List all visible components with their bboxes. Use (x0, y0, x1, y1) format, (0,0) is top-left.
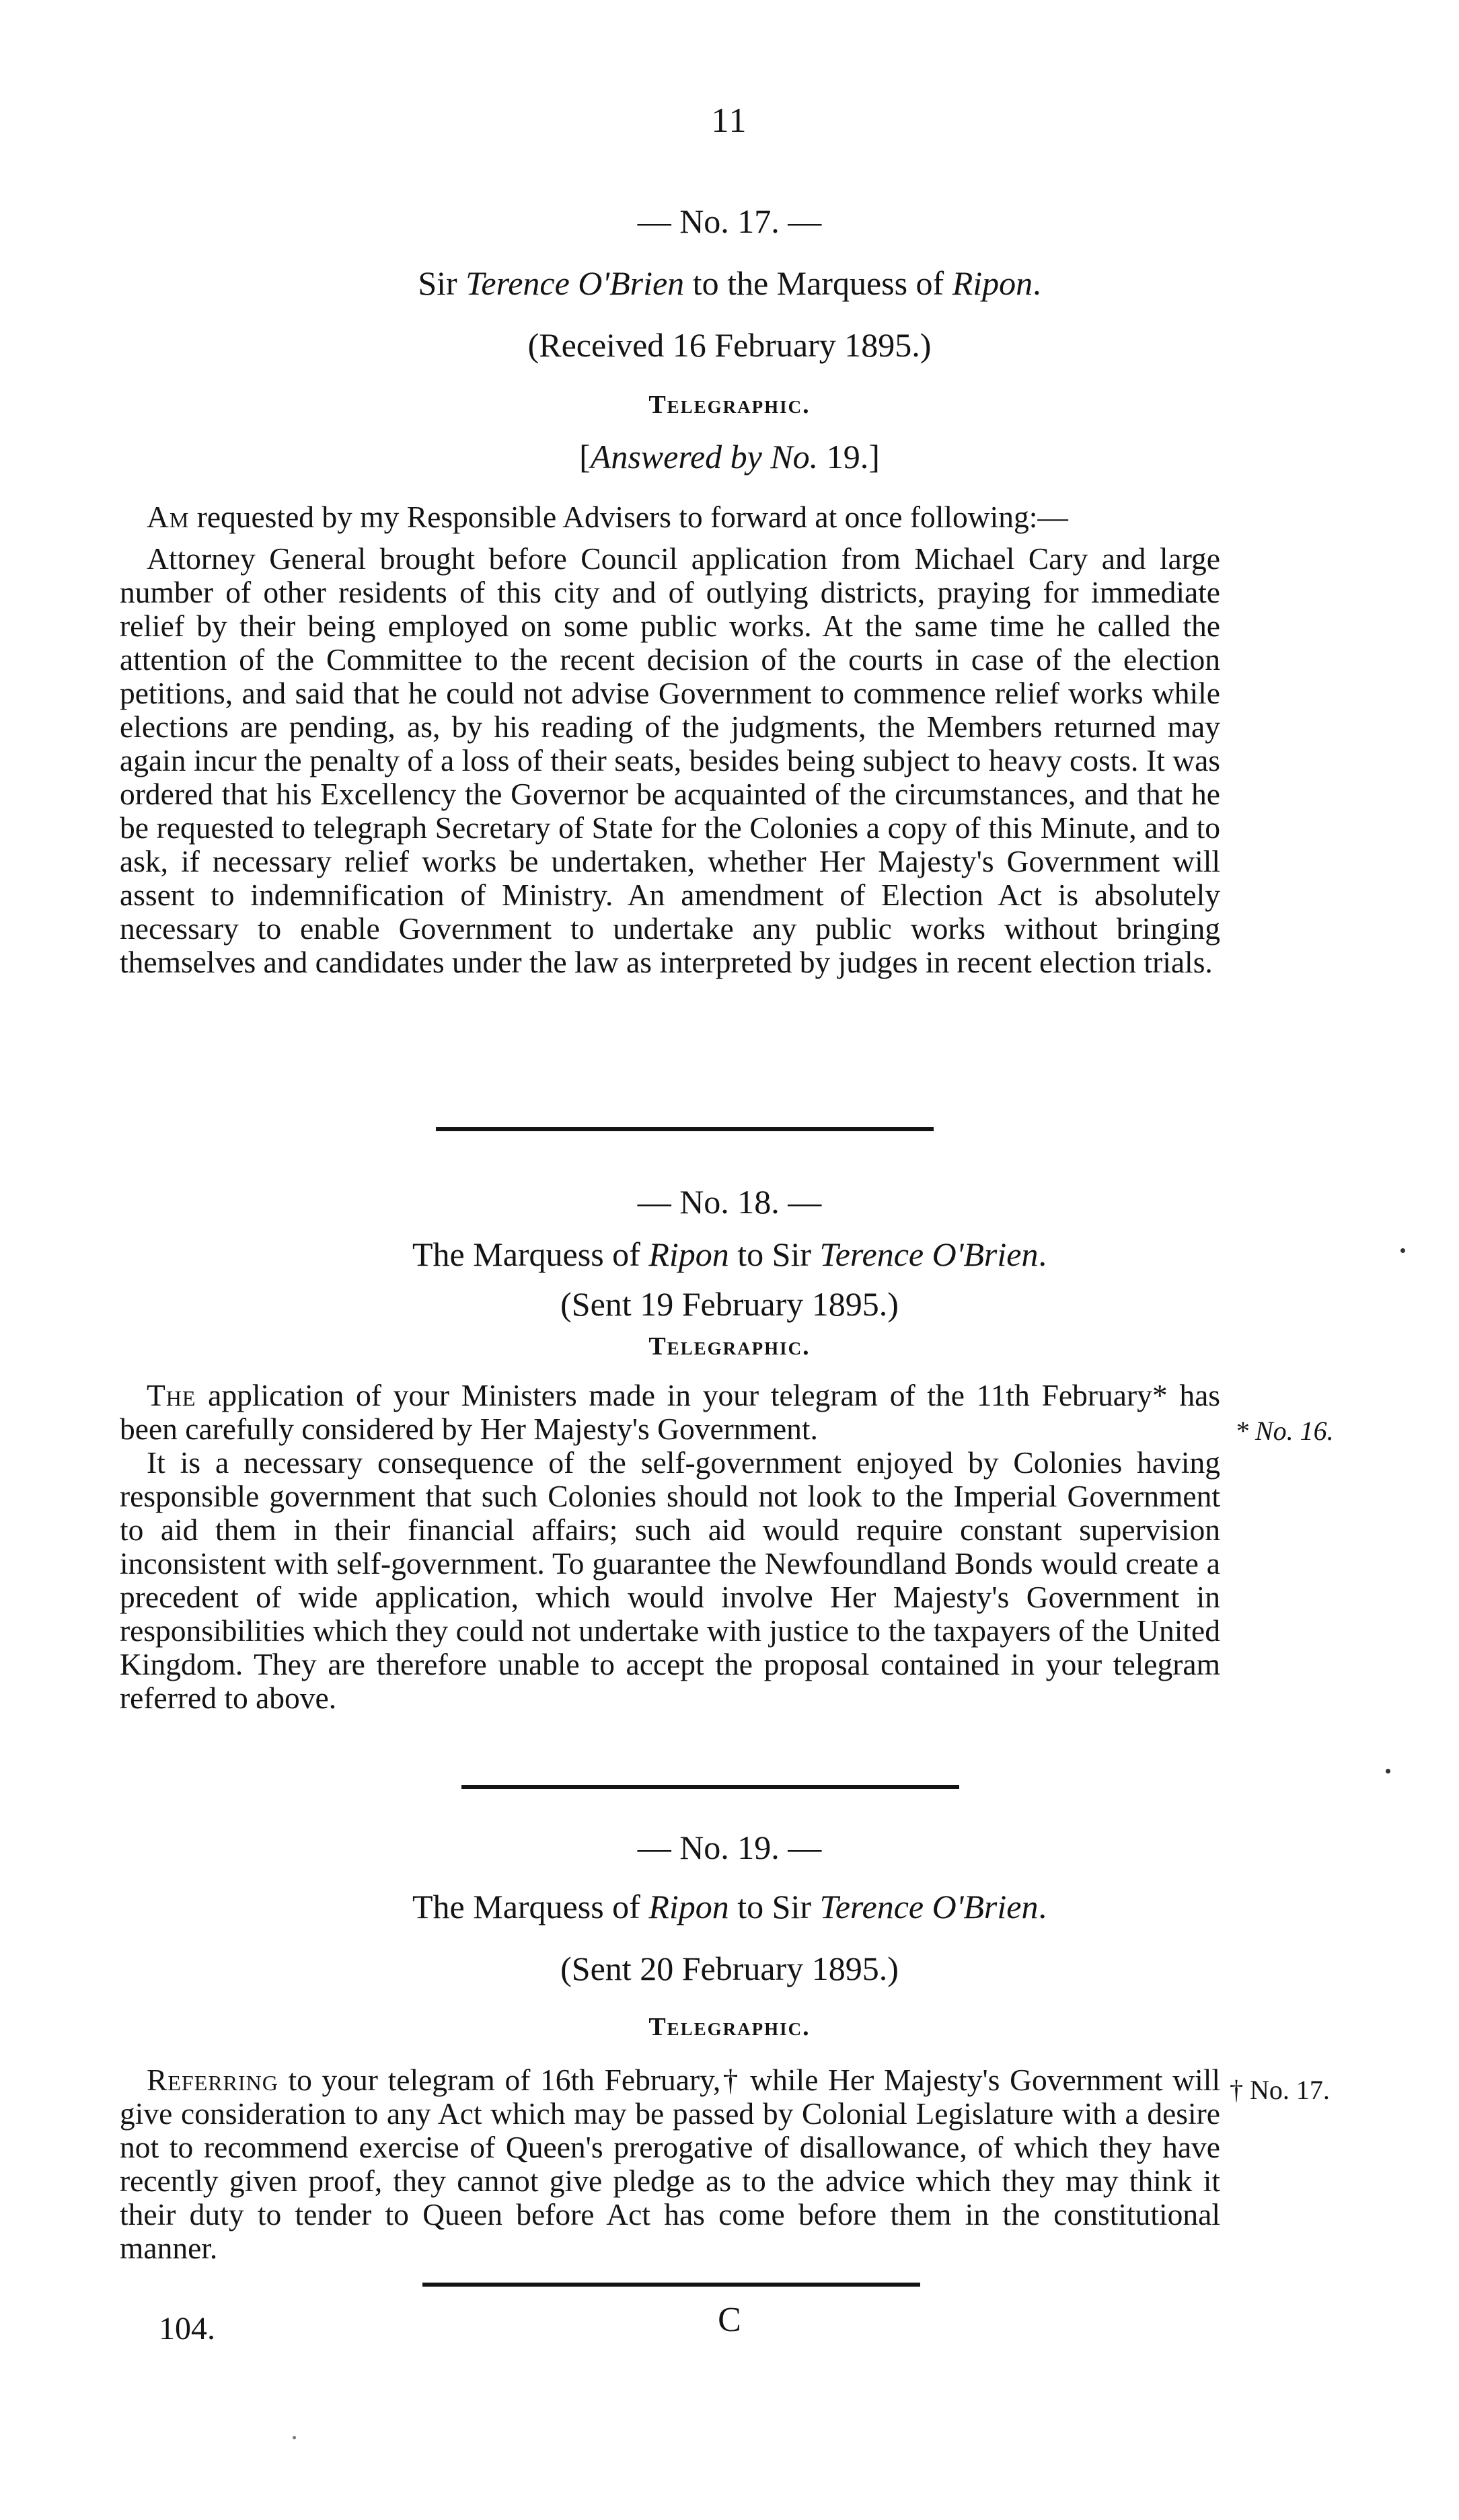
section-label-18: Telegraphic. (648, 1332, 811, 1361)
heading-prefix: The Marquess of (412, 1235, 649, 1273)
heading-suffix: . (1033, 264, 1041, 302)
body-19 (120, 2063, 1220, 2265)
answered-text: Answered by No. (590, 438, 819, 475)
heading-name: Ripon (648, 1235, 729, 1273)
body-17 (120, 500, 1220, 979)
section-divider-1 (436, 1127, 934, 1131)
answered-open: [ (579, 438, 591, 475)
margin-note-19: † No. 17. (1230, 2075, 1330, 2105)
section-date-18: (Sent 19 February 1895.) (560, 1285, 899, 1323)
scan-speck (1400, 1248, 1405, 1253)
paragraph-rest: to your telegram of 16th February,† while Her Majesty's Government will give consideration to any Act which may be passed by Colonial Legislature with a desire not to recommend exercise of Queen's prerogative of disallowance, of which they have recently given proof, they cannot give pledge as to the advice which they may think it their duty to tender to Queen before Act has come before them in the constitutional manner. (120, 2063, 1220, 2265)
heading-middle: to the Marquess of (684, 264, 952, 302)
answered-num: 19. (818, 438, 869, 475)
footer-signature-mark: 104. (159, 2311, 215, 2346)
opening-rest: requested by my Responsible Advisers to forward at once following:— (189, 500, 1068, 534)
section-date-19: (Sent 20 February 1895.) (560, 1950, 899, 1987)
body-18 (120, 1379, 1220, 1715)
paragraph-19-1 (120, 2063, 1220, 2265)
heading-suffix: . (1038, 1888, 1047, 1925)
section-number-18: — No. 18. — (637, 1183, 822, 1221)
opening-lead: Am (147, 500, 190, 534)
section-date-17: (Received 16 February 1895.) (527, 326, 932, 364)
paragraph-18-1 (120, 1379, 1220, 1446)
section-number-19: — No. 19. — (637, 1829, 822, 1866)
page-number: 11 (711, 102, 748, 140)
answered-note-17 (0, 437, 1459, 476)
paragraph-18-2: It is a necessary consequence of the self-government enjoyed by Colonies having responsible government that such Colonies should not look to the Imperial Government to aid them in their financial affairs; such aid would require constant supervision inconsistent with self-government. To guarantee the Newfoundland Bonds would create a precedent of wide application, which would involve Her Majesty's Government in responsibilities which they could not undertake with justice to the taxpayers of the United Kingdom. They are therefore unable to accept the proposal contained in your telegram referred to above. (120, 1445, 1220, 1715)
scan-speck (1386, 1769, 1390, 1773)
telegram-paragraph-17: Attorney General brought before Council application from Michael Cary and large number of other residents of this city and of outlying districts, praying for immediate relief by their being employed on some public works. At the same time he called the attention of the Committee to the recent decision of the courts in case of the election petitions, and said that he could not advise Government to commence relief works while elections are pending, as, by his reading of the judgments, the Members returned may again incur the penalty of a loss of their seats, besides being subject to heavy costs. It was ordered that his Excellency the Governor be acquainted of the circumstances, and that he be requested to telegraph Secretary of State for the Colonies a copy of this Minute, and to ask, if necessary relief works be undertaken, whether Her Majesty's Government will assent to indemnification of Ministry. An amendment of Election Act is absolutely necessary to enable Government to undertake any public works without bringing themselves and candidates under the law as interpreted by judges in recent election trials. (120, 541, 1220, 979)
paragraph-rest: application of your Ministers made in your telegram of the 11th February* has been carefully considered by Her Majesty's Government. (120, 1378, 1220, 1446)
paragraph-lead: The (147, 1378, 196, 1412)
section-heading-18 (0, 1235, 1459, 1274)
heading-prefix: The Marquess of (412, 1888, 649, 1925)
heading-suffix: . (1038, 1235, 1047, 1273)
heading-middle: to Sir (728, 1235, 820, 1273)
opening-paragraph-17 (120, 500, 1220, 534)
footer-gathering-mark: C (718, 2301, 741, 2339)
heading-place: Terence O'Brien (819, 1888, 1039, 1925)
section-divider-2 (461, 1785, 959, 1789)
section-heading-19 (0, 1887, 1459, 1926)
margin-note-18: * No. 16. (1235, 1416, 1334, 1446)
heading-name: Ripon (648, 1888, 729, 1925)
scan-speck (293, 2436, 296, 2439)
paragraph-lead-word: Referring (147, 2063, 278, 2097)
heading-name: Terence O'Brien (465, 264, 685, 302)
section-label-19: Telegraphic. (648, 2013, 811, 2041)
section-heading-17 (0, 264, 1459, 303)
heading-place: Terence O'Brien (819, 1235, 1039, 1273)
heading-place: Ripon (952, 264, 1033, 302)
section-label-17: Telegraphic. (648, 391, 811, 419)
answered-close: ] (868, 438, 880, 475)
heading-middle: to Sir (728, 1888, 820, 1925)
heading-prefix: Sir (418, 264, 466, 302)
section-divider-3 (422, 2283, 920, 2287)
section-number-17: — No. 17. — (637, 202, 822, 240)
